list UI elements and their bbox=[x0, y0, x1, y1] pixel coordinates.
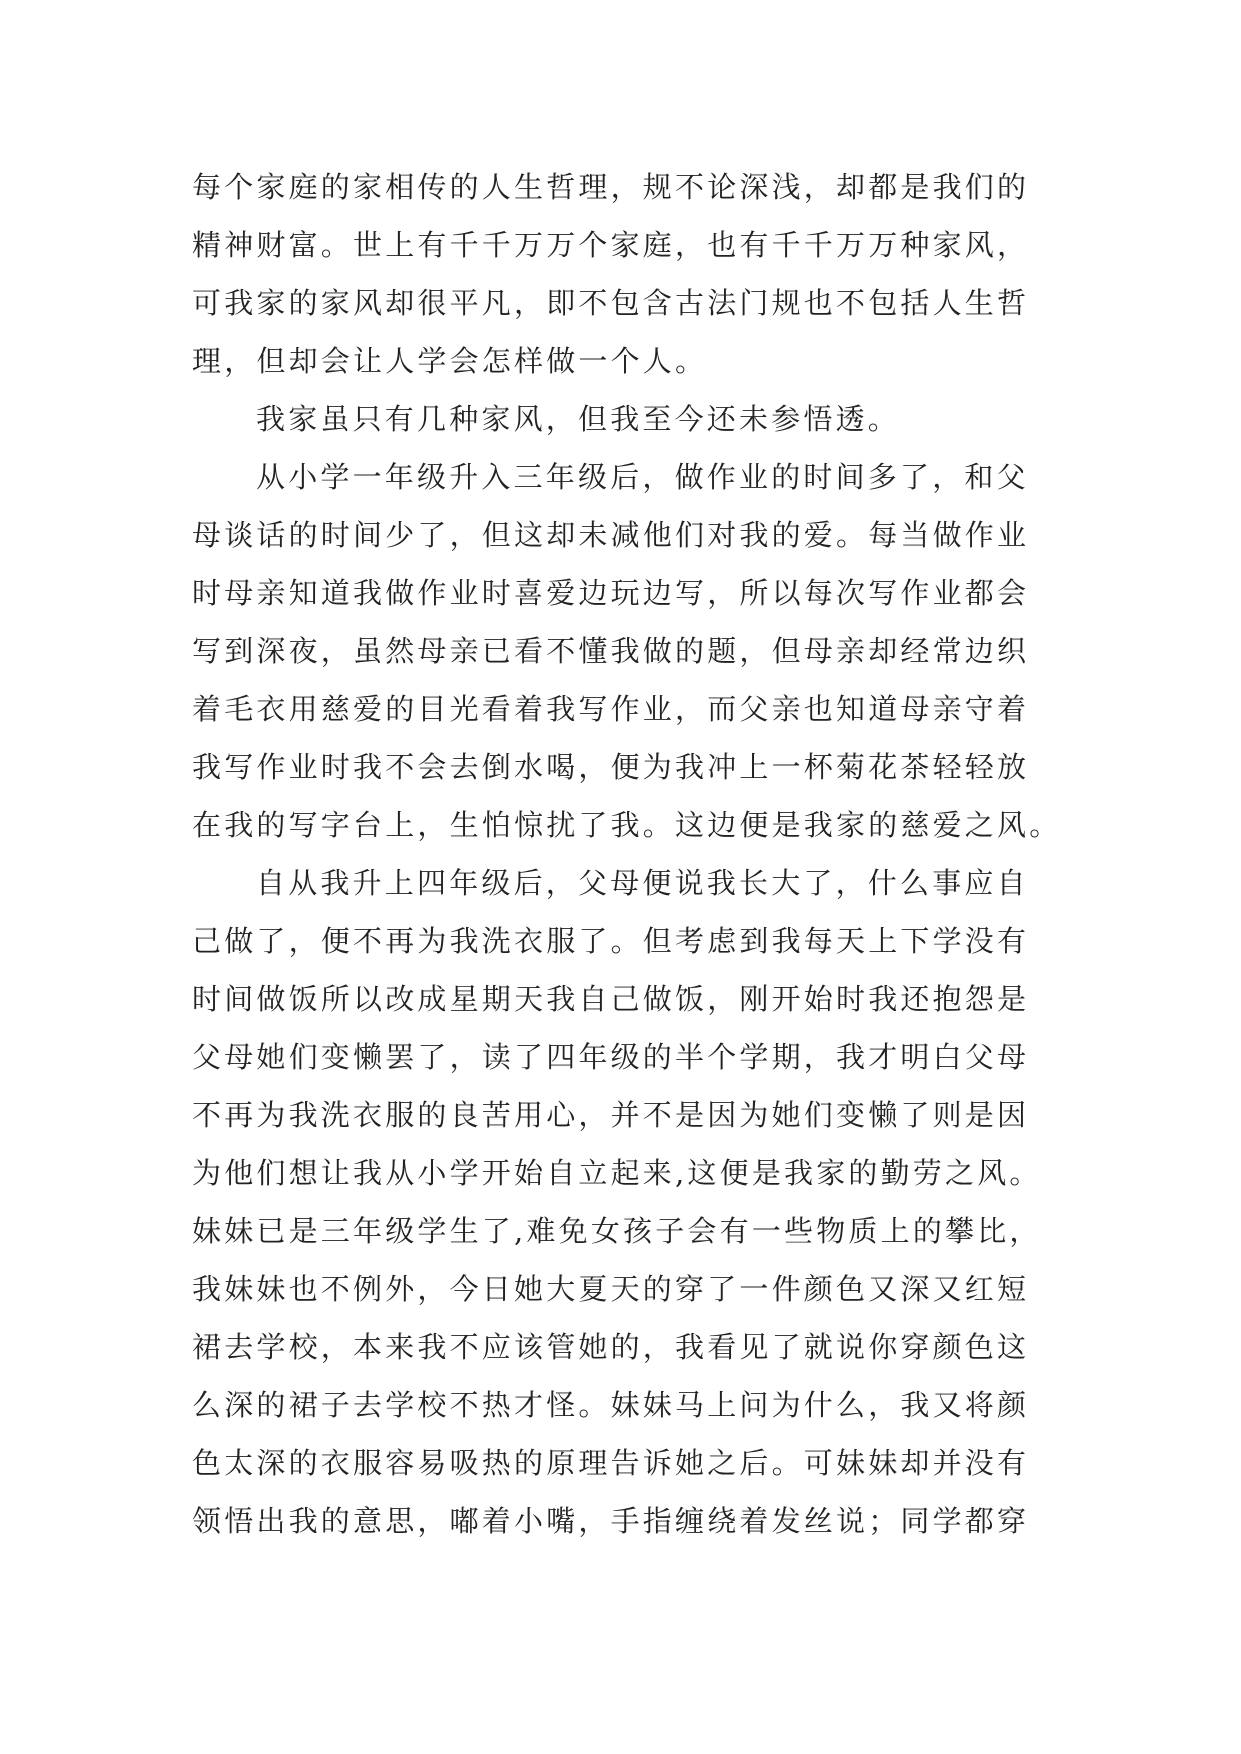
text-line: 母谈话的时间少了，但这却未减他们对我的爱。每当做作业 bbox=[192, 518, 1030, 552]
text-line: 领悟出我的意思，嘟着小嘴，手指缠绕着发丝说；同学都穿 bbox=[192, 1504, 1030, 1538]
text-line: 理，但却会让人学会怎样做一个人。 bbox=[192, 344, 708, 378]
text-line: 为他们想让我从小学开始自立起来,这便是我家的勤劳之风。 bbox=[192, 1156, 1042, 1190]
text-line: 色太深的衣服容易吸热的原理告诉她之后。可妹妹却并没有 bbox=[192, 1446, 1030, 1480]
text-line: 可我家的家风却很平凡，即不包含古法门规也不包括人生哲 bbox=[192, 286, 1030, 320]
text-line: 父母她们变懒罢了，读了四年级的半个学期，我才明白父母 bbox=[192, 1040, 1030, 1074]
text-line: 不再为我洗衣服的良苦用心，并不是因为她们变懒了则是因 bbox=[192, 1098, 1030, 1132]
text-line: 每个家庭的家相传的人生哲理，规不论深浅，却都是我们的 bbox=[192, 170, 1030, 204]
text-line: 裙去学校，本来我不应该管她的，我看见了就说你穿颜色这 bbox=[192, 1330, 1030, 1364]
paragraph-first-line: 自从我升上四年级后，父母便说我长大了，什么事应自 bbox=[256, 866, 1029, 900]
text-line: 我妹妹也不例外，今日她大夏天的穿了一件颜色又深又红短 bbox=[192, 1272, 1030, 1306]
text-line: 在我的写字台上，生怕惊扰了我。这边便是我家的慈爱之风。 bbox=[192, 808, 1062, 842]
essay-body bbox=[192, 158, 1092, 1550]
text-line: 么深的裙子去学校不热才怪。妹妹马上问为什么，我又将颜 bbox=[192, 1388, 1030, 1422]
text-line: 时母亲知道我做作业时喜爱边玩边写，所以每次写作业都会 bbox=[192, 576, 1030, 610]
text-line: 精神财富。世上有千千万万个家庭，也有千千万万种家风， bbox=[192, 228, 1030, 262]
text-line: 时间做饭所以改成星期天我自己做饭，刚开始时我还抱怨是 bbox=[192, 982, 1030, 1016]
text-line: 妹妹已是三年级学生了,难免女孩子会有一些物质上的攀比， bbox=[192, 1214, 1042, 1248]
paragraph-first-line: 我家虽只有几种家风，但我至今还未参悟透。 bbox=[256, 402, 901, 436]
text-line: 写到深夜，虽然母亲已看不懂我做的题，但母亲却经常边织 bbox=[192, 634, 1030, 668]
text-line: 着毛衣用慈爱的目光看着我写作业，而父亲也知道母亲守着 bbox=[192, 692, 1030, 726]
text-line: 己做了，便不再为我洗衣服了。但考虑到我每天上下学没有 bbox=[192, 924, 1030, 958]
paragraph-first-line: 从小学一年级升入三年级后，做作业的时间多了，和父 bbox=[256, 460, 1029, 494]
text-line: 我写作业时我不会去倒水喝，便为我冲上一杯菊花茶轻轻放 bbox=[192, 750, 1030, 784]
